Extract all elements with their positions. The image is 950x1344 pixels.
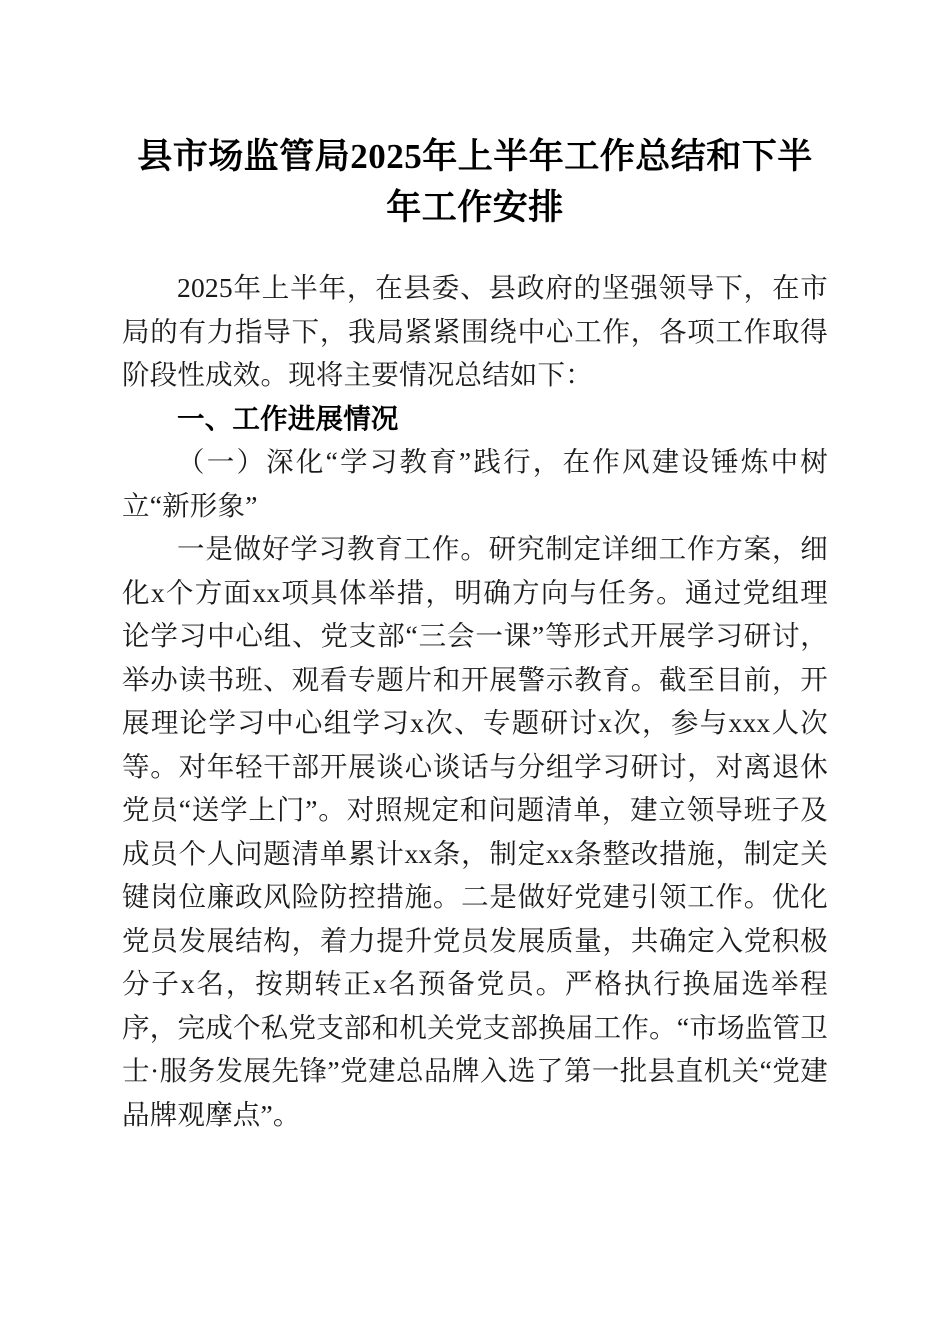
section-heading-work-progress: 一、工作进展情况 (177, 402, 399, 434)
document-body (122, 266, 828, 1136)
subsection-body-paragraph: 一是做好学习教育工作。研究制定详细工作方案，细化x个方面xx项具体举措，明确方向与任务。通过党组理论学习中心组、党支部“三会一课”等形式开展学习研讨，举办读书班、观看专题片和开展警示教育。截至目前，开展理论学习中心组学习x次、专题研讨x次，参与xxx人次等。对年轻干部开展谈心谈话与分组学习研讨，对离退休党员“送学上门”。对照规定和问题清单，建立领导班子及成员个人问题清单累计xx条，制定xx条整改措施，制定关键岗位廉政风险防控措施。二是做好党建引领工作。优化党员发展结构，着力提升党员发展质量，共确定入党积极分子x名，按期转正x名预备党员。严格执行换届选举程序，完成个私党支部和机关党支部换届工作。“市场监管卫士·服务发展先锋”党建总品牌入选了第一批县直机关“党建品牌观摩点”。 (122, 533, 828, 1130)
intro-paragraph: 2025年上半年，在县委、县政府的坚强领导下，在市局的有力指导下，我局紧紧围绕中心工作，各项工作取得阶段性成效。现将主要情况总结如下： (122, 272, 828, 390)
subsection-heading-study-education: （一）深化“学习教育”践行，在作风建设锤炼中树立“新形象” (122, 446, 828, 521)
page-title: 县市场监管局2025年上半年工作总结和下半年工作安排 (137, 137, 813, 227)
document-content-column (122, 0, 828, 1136)
